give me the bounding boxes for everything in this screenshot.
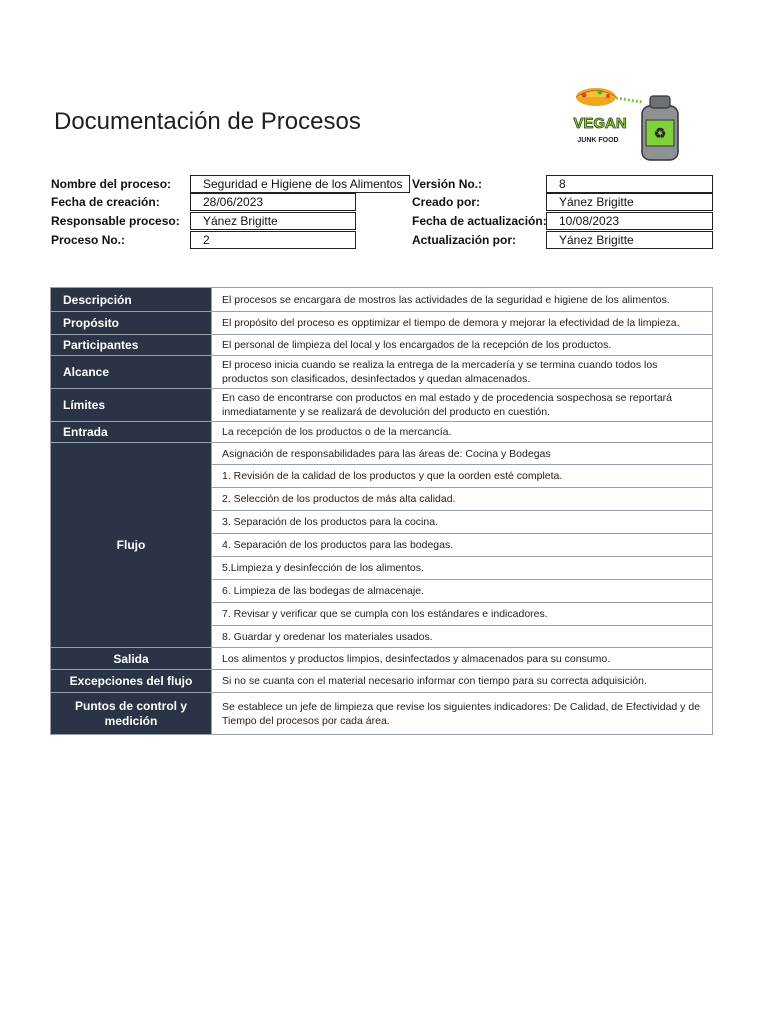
creado-por-label: Creado por:	[412, 195, 481, 209]
limites-label: Límites	[51, 389, 212, 422]
fecha-creacion-label: Fecha de creación:	[51, 195, 160, 209]
excepciones-label: Excepciones del flujo	[51, 670, 212, 693]
nombre-proceso-label: Nombre del proceso:	[51, 177, 172, 191]
excepciones-value: Si no se cuanta con el material necesario informar con tiempo para su correcta adquisición.	[212, 670, 713, 693]
actualizacion-por-label: Actualización por:	[412, 233, 517, 247]
table-row	[51, 312, 713, 335]
participantes-value: El personal de limpieza del local y los encargados de la recepción de los productos.	[212, 335, 713, 356]
flujo-step: 3. Separación de los productos para la cocina.	[212, 511, 713, 534]
flujo-step: 7. Revisar y verificar que se cumpla con los estándares e indicadores.	[212, 603, 713, 626]
entrada-label: Entrada	[51, 422, 212, 443]
vegan-junk-food-logo	[560, 80, 690, 166]
descripcion-value: El procesos se encargara de mostros las actividades de la seguridad e higiene de los alimentos.	[212, 288, 713, 312]
flujo-step: Asignación de responsabilidades para las áreas de: Cocina y Bodegas	[212, 443, 713, 465]
fecha-creacion-value: 28/06/2023	[190, 193, 356, 211]
proceso-no-value: 2	[190, 231, 356, 249]
participantes-label: Participantes	[51, 335, 212, 356]
actualizacion-por-value: Yánez Brigitte	[546, 231, 713, 249]
flujo-step: 8. Guardar y oredenar los materiales usados.	[212, 626, 713, 648]
nombre-proceso-value: Seguridad e Higiene de los Alimentos	[190, 175, 410, 193]
svg-text:VEGAN: VEGAN	[573, 115, 627, 132]
table-row	[51, 443, 713, 465]
alcance-label: Alcance	[51, 356, 212, 389]
puntos-control-label: Puntos de control y medición	[51, 693, 212, 735]
descripcion-label: Descripción	[51, 288, 212, 312]
alcance-value: El proceso inicia cuando se realiza la entrega de la mercadería y se termina cuando todos los productos son clasificados, desinfectados y quedan almacenados.	[212, 356, 713, 389]
table-row	[51, 422, 713, 443]
flujo-step: 1. Revisión de la calidad de los productos y que la oorden esté completa.	[212, 465, 713, 488]
table-row	[51, 648, 713, 670]
flujo-step: 5.Limpieza y desinfección de los alimentos.	[212, 557, 713, 580]
salida-value: Los alimentos y productos limpios, desinfectados y almacenados para su consumo.	[212, 648, 713, 670]
page-title: Documentación de Procesos	[54, 108, 361, 135]
salida-label: Salida	[51, 648, 212, 670]
flujo-step: 4. Separación de los productos para las bodegas.	[212, 534, 713, 557]
table-row	[51, 356, 713, 389]
table-row	[51, 389, 713, 422]
table-row	[51, 670, 713, 693]
fecha-actualizacion-label: Fecha de actualización:	[412, 214, 547, 228]
limites-value: En caso de encontrarse con productos en mal estado y de procedencia sospechosa se reportará inmediatamente y se realizará de devolución del producto en cuestión.	[212, 389, 713, 422]
version-label: Versión No.:	[412, 177, 483, 191]
table-row	[51, 693, 713, 735]
table-row	[51, 288, 713, 312]
fecha-actualizacion-value: 10/08/2023	[546, 212, 713, 230]
responsable-label: Responsable proceso:	[51, 214, 180, 228]
proceso-no-label: Proceso No.:	[51, 233, 126, 247]
flujo-step: 6. Limpieza de las bodegas de almacenaje.	[212, 580, 713, 603]
responsable-value: Yánez Brigitte	[190, 212, 356, 230]
proposito-label: Propósito	[51, 312, 212, 335]
flujo-step: 2. Selección de los productos de más alta calidad.	[212, 488, 713, 511]
process-table	[50, 287, 713, 735]
flujo-label: Flujo	[51, 443, 212, 648]
svg-text:♻: ♻	[653, 125, 667, 141]
entrada-value: La recepción de los productos o de la mercancía.	[212, 422, 713, 443]
table-row	[51, 335, 713, 356]
creado-por-value: Yánez Brigitte	[546, 193, 713, 211]
proposito-value: El propósito del proceso es opptimizar el tiempo de demora y mejorar la efectividad de la limpieza.	[212, 312, 713, 335]
version-value: 8	[546, 175, 713, 193]
svg-text:JUNK FOOD: JUNK FOOD	[577, 137, 619, 144]
puntos-control-value: Se establece un jefe de limpieza que revise los siguientes indicadores: De Calidad, de Efectividad y de Tiempo del procesos por cada área.	[212, 693, 713, 735]
